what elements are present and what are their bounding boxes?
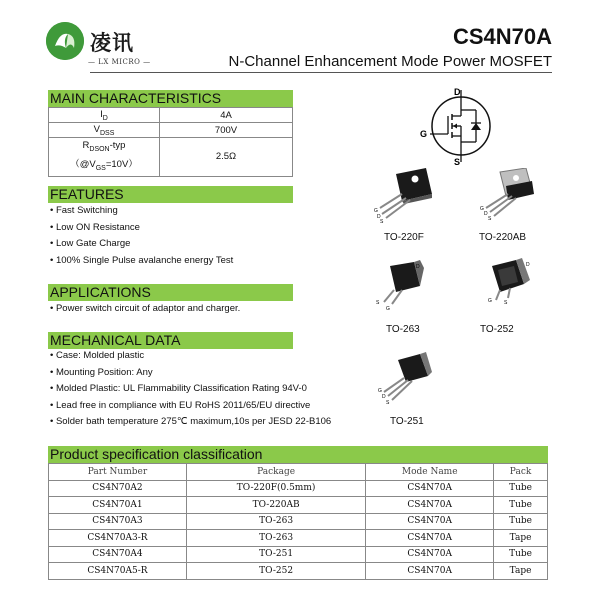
table-cell: CS4N70A — [366, 497, 494, 514]
symbol-cell — [49, 123, 160, 138]
pin-label: G — [480, 206, 484, 212]
pin-label: S — [488, 216, 492, 222]
list-item: • Molded Plastic: UL Flammability Classification Rating 94V-0 — [50, 383, 307, 394]
condition-text: （@V — [70, 158, 96, 170]
table-cell: TO-251 — [186, 546, 365, 563]
table-row — [49, 138, 293, 177]
pin-label: G — [374, 208, 378, 214]
table-cell: TO-263 — [186, 513, 365, 530]
column-header: Package — [186, 464, 365, 481]
table-row — [49, 480, 548, 497]
symbol-text: R — [82, 140, 90, 151]
table-cell: Tape — [494, 530, 548, 547]
symbol-text: I — [100, 108, 103, 120]
table-row — [49, 513, 548, 530]
mosfet-symbol-icon — [416, 86, 506, 166]
package-label-to220f: TO-220F — [384, 232, 424, 243]
table-cell: CS4N70A — [366, 563, 494, 580]
package-label-to251: TO-251 — [390, 416, 424, 427]
to263-package-icon — [370, 260, 430, 316]
table-cell: Tube — [494, 546, 548, 563]
to220ab-package-icon — [470, 168, 540, 224]
features-heading — [48, 186, 293, 203]
pin-label: D — [382, 394, 386, 400]
applications-title: APPLICATIONS — [50, 284, 151, 300]
table-cell: Tape — [494, 563, 548, 580]
table-cell: TO-263 — [186, 530, 365, 547]
to252-package-icon — [474, 256, 536, 314]
table-cell: CS4N70A4 — [49, 546, 187, 563]
table-cell: Tube — [494, 480, 548, 497]
list-item: • Low ON Resistance — [50, 221, 140, 233]
package-label-to220ab: TO-220AB — [479, 232, 527, 243]
main-characteristics-table — [48, 107, 293, 177]
document-subtitle: N-Channel Enhancement Mode Power MOSFET — [228, 53, 552, 70]
applications-list — [50, 301, 240, 318]
logo-english-text: — LX MICRO — — [88, 58, 151, 66]
table-cell: CS4N70A2 — [49, 480, 187, 497]
table-row — [49, 497, 548, 514]
pin-label: D — [377, 214, 381, 220]
table-row — [49, 546, 548, 563]
column-header: Part Number — [49, 464, 187, 481]
to220f-package-icon — [368, 168, 438, 224]
header-divider — [90, 72, 552, 73]
pin-label: S — [376, 300, 380, 306]
list-item: • Solder bath temperature 275℃ maximum,10s per JESD 22-B106 — [50, 416, 332, 427]
table-cell: Tube — [494, 513, 548, 530]
to251-package-icon — [370, 352, 436, 410]
mechanical-data-heading — [48, 332, 293, 349]
symbol-cell — [49, 108, 160, 123]
table-row — [49, 108, 293, 123]
spec-title: Product specification classification — [50, 446, 263, 462]
applications-heading — [48, 284, 293, 301]
symbol-text: V — [93, 123, 100, 135]
table-cell: TO-252 — [186, 563, 365, 580]
main-characteristics-heading — [48, 90, 293, 107]
table-cell: TO-220F(0.5mm) — [186, 480, 365, 497]
features-list — [50, 203, 233, 269]
list-item: • Power switch circuit of adaptor and charger. — [50, 303, 241, 314]
logo-chinese-text: 凌讯 — [90, 30, 134, 55]
table-header-row — [49, 464, 548, 481]
drain-label: D — [454, 87, 461, 97]
pin-label: D — [526, 262, 530, 268]
part-number-title: CS4N70A — [452, 24, 552, 49]
pin-label: D — [416, 264, 420, 270]
list-item: • 100% Single Pulse avalanche energy Test — [50, 254, 234, 266]
table-row — [49, 563, 548, 580]
spec-heading — [48, 446, 548, 463]
table-cell: CS4N70A1 — [49, 497, 187, 514]
table-cell: CS4N70A — [366, 546, 494, 563]
pin-label: G — [386, 306, 390, 312]
symbol-suffix: -typ — [109, 140, 126, 151]
table-row — [49, 530, 548, 547]
condition-text-end: =10V） — [105, 158, 138, 170]
symbol-subscript: D — [102, 114, 108, 122]
pin-label: S — [386, 400, 390, 406]
table-cell: CS4N70A5-R — [49, 563, 187, 580]
table-cell: TO-220AB — [186, 497, 365, 514]
symbol-cell — [49, 138, 160, 177]
symbol-subscript: DSON — [89, 145, 110, 153]
column-header: Mode Name — [366, 464, 494, 481]
condition-subscript: GS — [95, 164, 106, 172]
features-title: FEATURES — [50, 186, 124, 202]
package-label-to263: TO-263 — [386, 324, 420, 335]
pin-label: S — [380, 219, 384, 224]
pin-label: D — [484, 211, 488, 217]
main-characteristics-title: MAIN CHARACTERISTICS — [50, 90, 222, 106]
logo-mark-icon — [46, 22, 84, 60]
column-header: Pack — [494, 464, 548, 481]
table-cell: CS4N70A3-R — [49, 530, 187, 547]
list-item: • Fast Switching — [50, 205, 118, 216]
mechanical-data-list — [50, 348, 331, 431]
company-logo — [46, 22, 84, 60]
spec-table — [48, 463, 548, 580]
source-label: S — [454, 157, 461, 166]
value-cell: 700V — [160, 123, 293, 138]
pin-label: S — [504, 300, 508, 306]
symbol-subscript: DSS — [99, 129, 115, 137]
table-cell: Tube — [494, 497, 548, 514]
list-item: • Lead free in compliance with EU RoHS 2011/65/EU directive — [50, 399, 311, 411]
table-cell: CS4N70A — [366, 480, 494, 497]
pin-label: G — [378, 388, 382, 394]
value-cell: 4A — [160, 108, 293, 123]
table-cell: CS4N70A — [366, 530, 494, 547]
value-cell: 2.5Ω — [160, 138, 293, 177]
list-item: • Case: Molded plastic — [50, 350, 145, 361]
pin-label: G — [488, 298, 492, 304]
gate-label: G — [420, 129, 428, 139]
table-row — [49, 123, 293, 138]
table-cell: CS4N70A3 — [49, 513, 187, 530]
list-item: • Mounting Position: Any — [50, 366, 153, 378]
list-item: • Low Gate Charge — [50, 238, 131, 249]
mechanical-data-title: MECHANICAL DATA — [50, 332, 181, 348]
table-cell: CS4N70A — [366, 513, 494, 530]
package-label-to252: TO-252 — [480, 324, 514, 335]
